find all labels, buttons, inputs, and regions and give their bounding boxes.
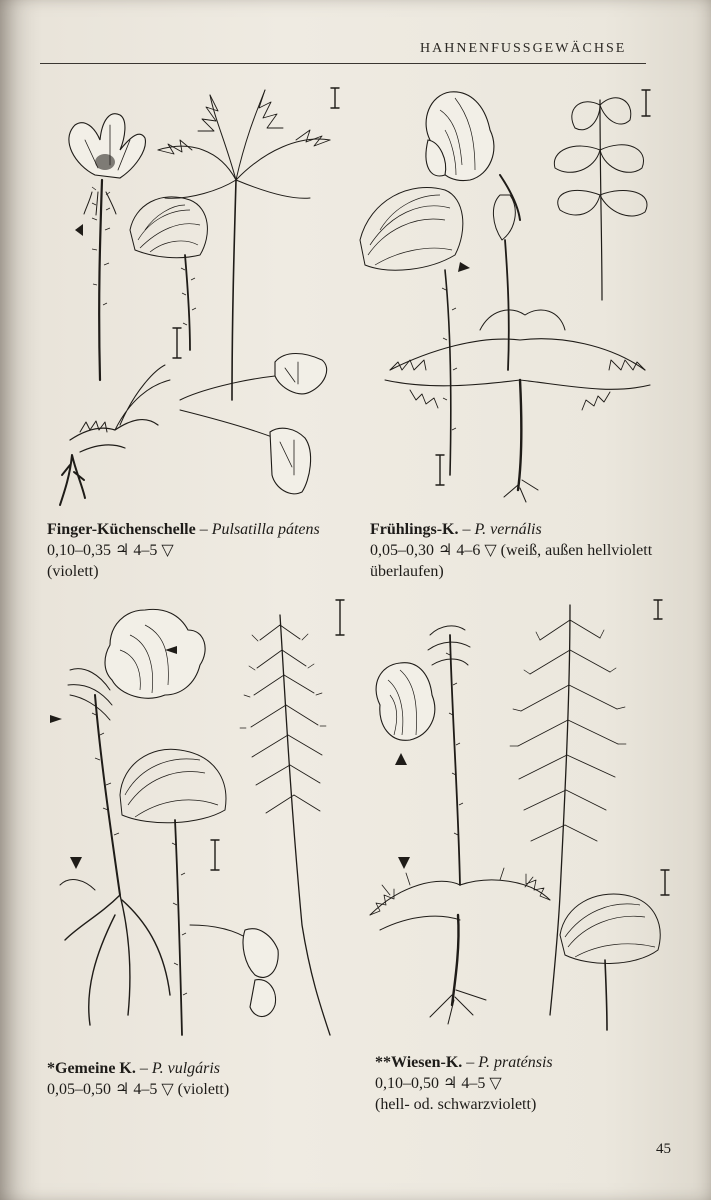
species-color-note: (violett)	[177, 1081, 230, 1098]
header-rule	[40, 63, 646, 64]
species-name: **Wiesen-K.	[375, 1054, 463, 1071]
species-details: 0,05–0,50 ♃ 4–5 ▽	[47, 1081, 174, 1098]
species-name: Finger-Küchenschelle	[47, 521, 196, 538]
species-details: 0,05–0,30 ♃ 4–6 ▽	[370, 542, 497, 559]
species-name: *Gemeine K.	[47, 1060, 136, 1077]
pointer-mark	[458, 262, 470, 272]
fruit-head-drawing	[360, 187, 470, 475]
leaf-drawing	[158, 90, 330, 400]
leaf-drawing	[510, 605, 626, 1015]
scale-bar-mark	[211, 840, 219, 870]
flower-drawing	[426, 92, 494, 181]
fruit-head-drawing	[130, 197, 207, 350]
scale-bar-mark	[173, 328, 181, 358]
running-head: HAHNENFUSSGEWÄCHSE	[420, 41, 627, 56]
illustration-pulsatilla-vernalis	[350, 80, 665, 510]
scale-bar-mark	[331, 88, 339, 108]
fruit-head-drawing	[560, 894, 660, 1030]
scale-bar-mark	[661, 870, 669, 895]
pointer-mark	[50, 715, 62, 723]
scale-bar-mark	[436, 455, 444, 485]
leaf-drawing	[554, 98, 647, 300]
caption-pulsatilla-pratensis: **Wiesen-K. – P. praténsis 0,10–0,50 ♃ 4–5 ▽ (hell- od. schwarzviolett)	[375, 1054, 553, 1113]
pointer-mark	[395, 753, 407, 765]
scale-bar-mark	[336, 600, 344, 635]
caption-pulsatilla-patens: Finger-Küchenschelle – Pulsatilla pátens 0,10–0,35 ♃ 4–5 ▽ (violett)	[47, 521, 320, 580]
caption-pulsatilla-vulgaris: *Gemeine K. – P. vulgáris 0,05–0,50 ♃ 4–5 ▽ (violett)	[47, 1060, 230, 1098]
pointer-mark	[398, 857, 410, 869]
species-color-note: (hell- od. schwarzviolett)	[375, 1096, 537, 1113]
page-number: 45	[656, 1141, 671, 1157]
species-color-note: (violett)	[47, 563, 99, 580]
illustration-pulsatilla-pratensis	[360, 595, 670, 1045]
scale-bar-mark	[642, 90, 650, 116]
species-details: 0,10–0,50 ♃ 4–5 ▽	[375, 1075, 502, 1092]
flower-drawing	[376, 663, 435, 741]
scale-bar-mark	[654, 600, 662, 619]
pointer-mark	[75, 224, 83, 236]
species-details: 0,10–0,35 ♃ 4–5 ▽	[47, 542, 174, 559]
species-latin-name: P. vulgáris	[151, 1060, 221, 1077]
species-latin-name: P. vernális	[474, 521, 542, 538]
illustration-pulsatilla-vulgaris	[40, 595, 355, 1045]
flower-drawing	[105, 609, 205, 698]
illustration-pulsatilla-patens	[40, 80, 345, 510]
flower-drawing	[69, 114, 146, 178]
fruit-head-drawing	[120, 749, 226, 1035]
species-color-note: (weiß, außen hellviolett überlaufen)	[370, 542, 653, 580]
species-latin-name: Pulsatilla pátens	[211, 521, 320, 538]
caption-pulsatilla-vernalis: Frühlings-K. – P. vernális 0,05–0,30 ♃ 4–6 ▽ (weiß, außen hellviolett überlaufen)	[370, 521, 653, 580]
species-latin-name: P. praténsis	[478, 1054, 553, 1071]
pointer-mark	[70, 857, 82, 869]
species-name: Frühlings-K.	[370, 521, 459, 538]
